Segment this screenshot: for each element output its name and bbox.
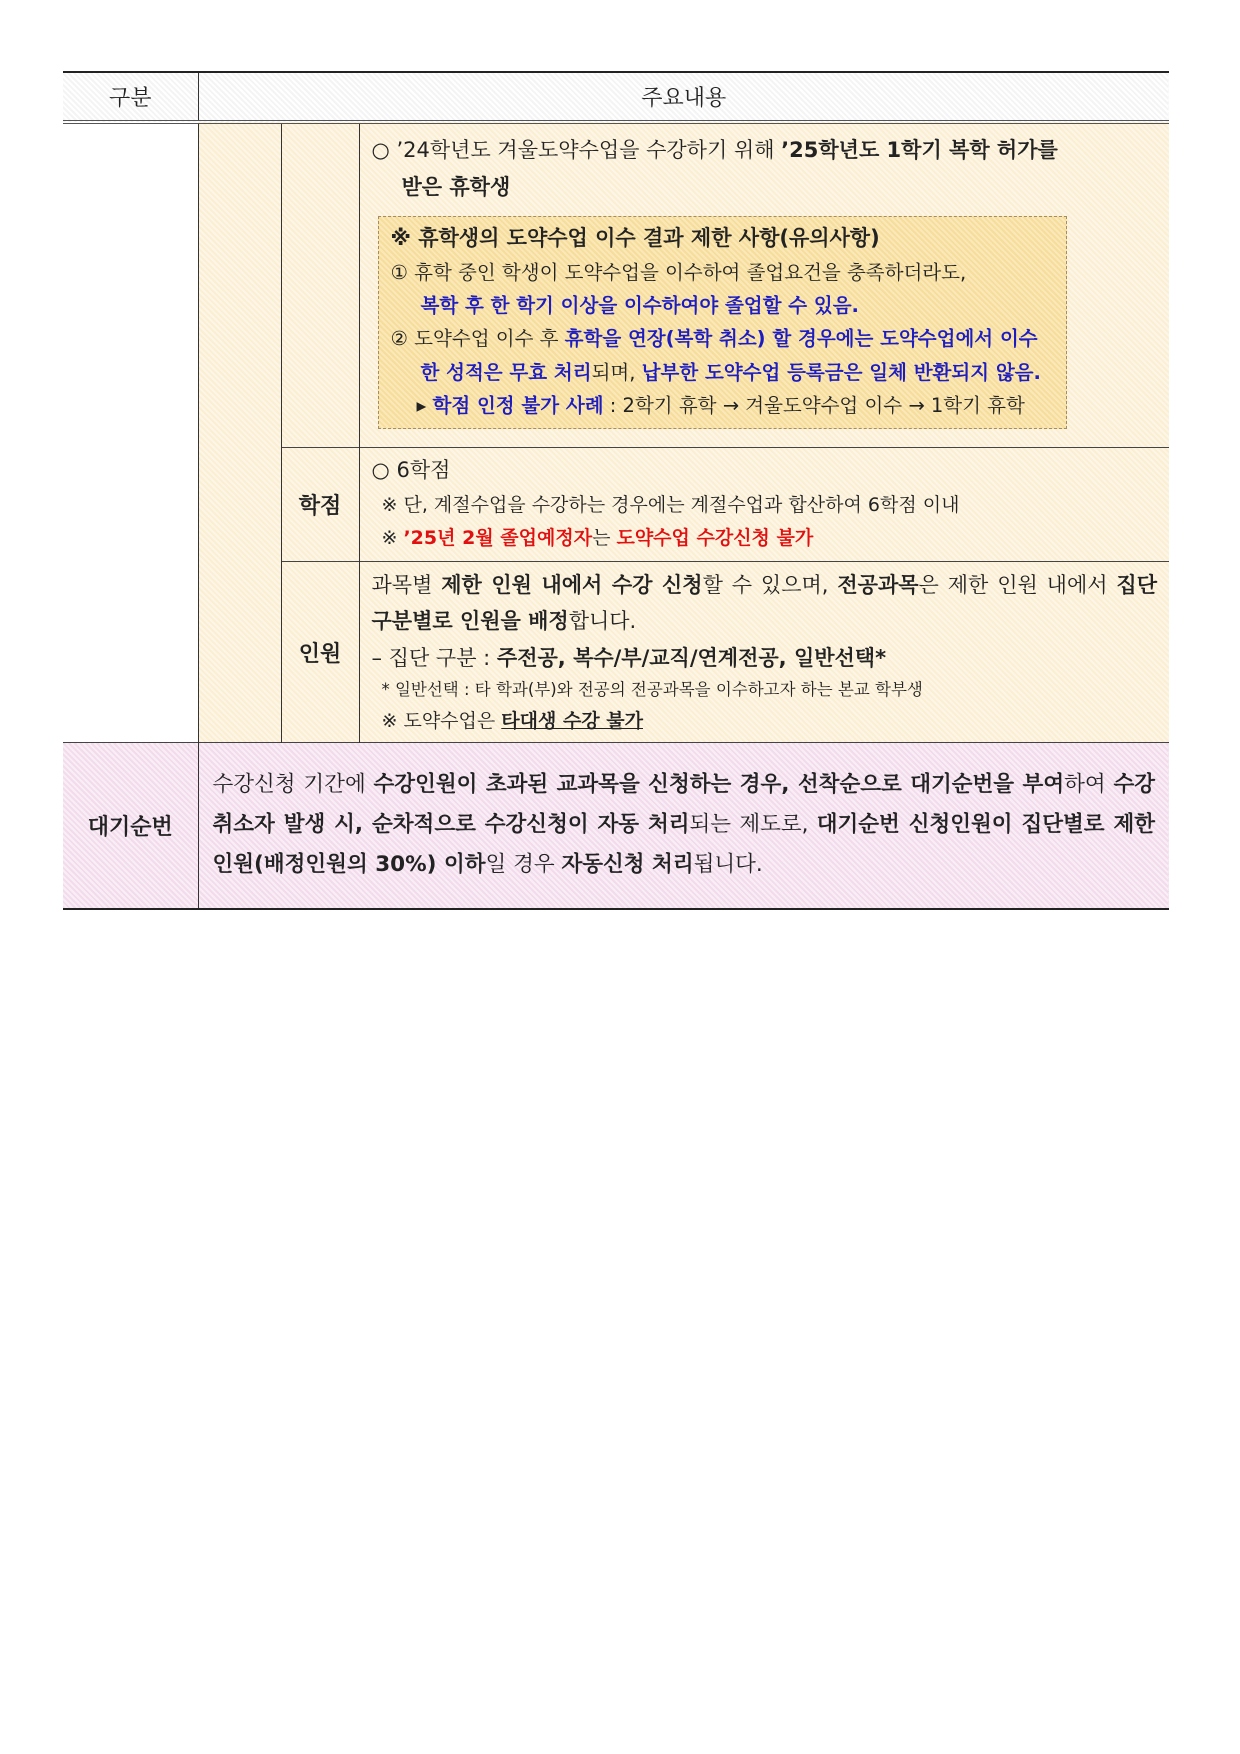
capacity-content <box>359 562 1169 743</box>
capacity-group-line: – 집단 구분 : 주전공, 복수/부/교직/연계전공, 일반선택* <box>371 645 887 670</box>
waitlist-content <box>198 743 1169 910</box>
header-main-content: 주요내용 <box>198 72 1169 122</box>
waitlist-paragraph: 수강신청 기간에 수강인원이 초과된 교과목을 신청하는 경우, 선착순으로 대기순번을 부여하여 수강취소자 발생 시, 순차적으로 수강신청이 자동 처리되는 제도로, 대기순번 신청인원이 집단별로 제한인원(배정인원의 30%) 이하일 경우 자동신청 처리됩니다. <box>212 772 1156 877</box>
capacity-label: 인원 <box>281 562 359 743</box>
waitlist-label: 대기순번 <box>63 743 198 910</box>
credits-note-1: ※ 단, 계절수업을 수강하는 경우에는 계절수업과 합산하여 6학점 이내 <box>381 493 960 516</box>
notice-title: ※ 휴학생의 도약수업 이수 결과 제한 사항(유의사항) <box>390 225 880 250</box>
capacity-note: ※ 도약수업은 타대생 수강 불가 <box>381 710 643 733</box>
subcategory-cell <box>198 122 281 743</box>
credits-content <box>359 447 1169 561</box>
credits-label: 학점 <box>281 447 359 561</box>
header-category: 구분 <box>63 72 198 122</box>
capacity-footnote: * 일반선택 : 타 학과(부)와 전공의 전공과목을 이수하고자 하는 본교 학부생 <box>381 680 923 700</box>
eligibility-line1: ○ ’24학년도 겨울도약수업을 수강하기 위해 ’25학년도 1학기 복학 허가를 <box>371 138 1058 162</box>
eligibility-content <box>359 122 1169 447</box>
capacity-paragraph-1: 과목별 제한 인원 내에서 수강 신청할 수 있으며, 전공과목은 제한 인원 내에서 집단 구분별로 인원을 배정합니다. <box>371 573 1157 633</box>
category-cell-blank <box>63 122 198 743</box>
credits-note-2: ※ ’25년 2월 졸업예정자는 도약수업 수강신청 불가 <box>381 526 814 549</box>
eligibility-label <box>281 122 359 447</box>
eligibility-line2: 받은 휴학생 <box>401 174 511 199</box>
notice-item-2: ② 도약수업 이수 후 휴학을 연장(복학 취소) 할 경우에는 도약수업에서 이수한 성적은 무효 처리되며, 납부한 도약수업 등록금은 일체 반환되지 않음. <box>390 327 1041 384</box>
restriction-notice-box <box>378 216 1068 429</box>
notice-example: ▸ 학점 인정 불가 사례 : 2학기 휴학 → 겨울도약수업 이수 → 1학기 휴학 <box>416 393 1025 417</box>
credits-line1: ○ 6학점 <box>371 457 451 482</box>
notice-item-1: ① 휴학 중인 학생이 도약수업을 이수하여 졸업요건을 충족하더라도, 복학 후 한 학기 이상을 이수하여야 졸업할 수 있음. <box>390 261 967 318</box>
info-table <box>63 71 1169 910</box>
triangle-bullet-icon: ▸ <box>416 393 427 417</box>
